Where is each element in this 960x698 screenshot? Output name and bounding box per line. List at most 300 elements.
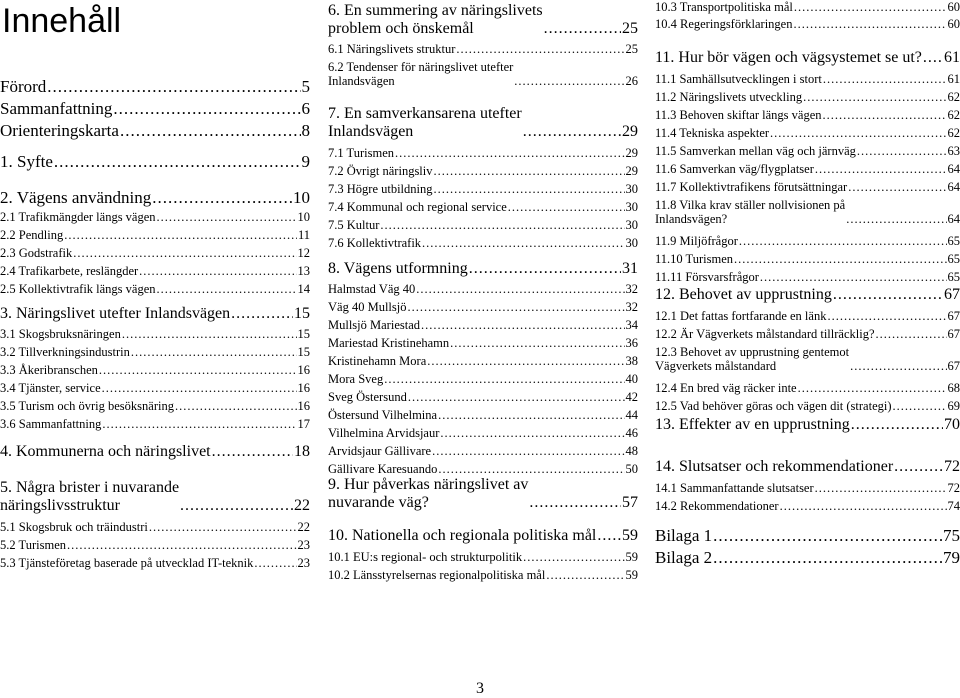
toc-entry-page: 22 [294, 497, 310, 515]
toc-entry-title: 11.3 Behoven skiftar längs vägen [655, 108, 822, 122]
toc-entry-title [655, 345, 849, 374]
toc-leader-dots [739, 234, 947, 248]
toc-entry[interactable] [655, 108, 960, 122]
toc-entry-page: 34 [626, 318, 639, 332]
toc-entry-title: 7.5 Kultur [328, 218, 379, 232]
toc-entry-page: 15 [294, 305, 310, 323]
toc-entry[interactable] [0, 443, 310, 461]
toc-leader-dots [149, 520, 297, 534]
toc-entry-page: 29 [622, 123, 638, 141]
toc-entry[interactable] [0, 188, 310, 208]
toc-leader-dots [546, 568, 624, 582]
toc-entry-title: 3.3 Åkeribranschen [0, 363, 98, 377]
toc-leader-dots [231, 305, 293, 323]
toc-entry-title: 7.6 Kollektivtrafik [328, 236, 421, 250]
toc-leader-dots [157, 210, 297, 224]
toc-entry[interactable] [655, 90, 960, 104]
toc-entry-title: Förord [0, 77, 46, 97]
toc-entry-title: 2.3 Godstrafik [0, 246, 72, 260]
toc-entry-title: 1. Syfte [0, 152, 53, 172]
toc-entry-page: 62 [948, 108, 960, 122]
toc-entry-title-line-2: Inlandsvägen? [655, 212, 845, 226]
toc-leader-dots [597, 527, 621, 545]
toc-entry[interactable] [655, 17, 960, 31]
toc-entry[interactable] [0, 77, 310, 97]
toc-entry-title: Mora Sveg [328, 372, 383, 386]
toc-entry-page: 75 [943, 526, 960, 546]
toc-entry-title: Bilaga 1 [655, 526, 712, 546]
toc-leader-dots [432, 444, 624, 458]
toc-entry[interactable] [0, 228, 310, 242]
toc-entry[interactable] [655, 548, 960, 568]
toc-entry[interactable] [655, 327, 960, 341]
toc-entry[interactable] [328, 462, 638, 476]
toc-entry-title [328, 2, 543, 39]
toc-entry-page: 25 [622, 20, 638, 38]
toc-leader-dots [212, 443, 293, 461]
toc-leader-dots [175, 399, 297, 413]
toc-entry-title: Kristinehamn Mora [328, 354, 426, 368]
toc-entry-title: 13. Effekter av en upprustning [655, 416, 850, 434]
toc-leader-dots [760, 270, 947, 284]
toc-entry[interactable] [328, 354, 638, 368]
toc-entry-page: 38 [626, 354, 639, 368]
toc-leader-dots [456, 42, 624, 56]
toc-leader-dots [380, 218, 624, 232]
toc-entry[interactable] [0, 327, 310, 341]
toc-leader-dots [434, 182, 625, 196]
toc-leader-dots [450, 336, 624, 350]
toc-entry[interactable] [328, 42, 638, 56]
toc-leader-dots [440, 426, 624, 440]
toc-leader-dots [438, 408, 624, 422]
toc-entry-page: 67 [944, 286, 960, 304]
toc-entry[interactable] [0, 282, 310, 296]
toc-entry[interactable] [655, 345, 960, 374]
toc-entry-page: 63 [948, 144, 960, 158]
toc-leader-dots [713, 526, 942, 546]
toc-entry-title: 10.4 Regeringsförklaringen [655, 17, 792, 31]
toc-entry[interactable] [328, 426, 638, 440]
toc-entry-title: 12.5 Vad behöver göras och vägen dit (strategi) [655, 399, 892, 413]
toc-leader-dots [794, 0, 947, 14]
toc-entry-title: 12. Behovet av upprustning [655, 286, 832, 304]
toc-entry-page: 18 [294, 443, 310, 461]
toc-entry[interactable] [328, 527, 638, 545]
toc-entry[interactable] [328, 105, 638, 142]
toc-entry-title-line-1: 6. En summering av näringslivets [328, 2, 543, 20]
toc-entry-page: 72 [948, 481, 960, 495]
toc-leader-dots [67, 538, 297, 552]
toc-leader-dots [803, 90, 946, 104]
toc-entry-title: 7.1 Turismen [328, 146, 394, 160]
toc-entry-page: 70 [944, 416, 960, 434]
toc-entry[interactable] [655, 198, 960, 227]
toc-entry[interactable] [328, 476, 638, 513]
toc-entry[interactable] [655, 0, 960, 14]
toc-entry[interactable] [655, 381, 960, 395]
toc-entry[interactable] [328, 408, 638, 422]
toc-entry-title-line-1: 6.2 Tendenser för näringslivet utefter [328, 60, 513, 74]
toc-entry[interactable] [0, 479, 310, 516]
toc-entry-title-line-1: 11.8 Vilka krav ställer nollvisionen på [655, 198, 845, 212]
toc-entry-page: 64 [948, 212, 960, 226]
toc-entry-page: 50 [626, 462, 639, 476]
toc-entry-title: Gällivare Karesuando [328, 462, 437, 476]
toc-entry[interactable] [655, 286, 960, 304]
toc-leader-dots [770, 126, 946, 140]
toc-entry-title: Bilaga 2 [655, 548, 712, 568]
toc-entry-title: 2.1 Trafikmängder längs vägen [0, 210, 156, 224]
toc-entry[interactable] [655, 458, 960, 476]
toc-leader-dots [893, 399, 947, 413]
toc-entry-page: 67 [948, 359, 960, 373]
toc-entry-title: 3.6 Sammanfattning [0, 417, 101, 431]
toc-entry-page: 12 [298, 246, 311, 260]
toc-entry[interactable] [328, 60, 638, 89]
toc-entry[interactable] [655, 526, 960, 546]
toc-leader-dots [815, 481, 947, 495]
toc-entry[interactable] [0, 417, 310, 431]
toc-leader-dots [73, 246, 296, 260]
toc-leader-dots [408, 390, 625, 404]
toc-entry-page: 15 [298, 345, 311, 359]
toc-entry[interactable] [0, 381, 310, 395]
toc-leader-dots [798, 381, 947, 395]
toc-leader-dots [876, 327, 947, 341]
toc-leader-dots [384, 372, 624, 386]
toc-entry[interactable] [328, 146, 638, 160]
toc-leader-dots [395, 146, 625, 160]
toc-leader-dots [438, 462, 624, 476]
toc-entry-page: 64 [948, 180, 960, 194]
toc-entry-page: 30 [626, 236, 639, 250]
toc-entry-page: 32 [626, 282, 639, 296]
toc-leader-dots [434, 164, 625, 178]
toc-leader-dots [846, 212, 946, 226]
toc-entry[interactable] [655, 399, 960, 413]
toc-entry-title: 14.2 Rekommendationer [655, 499, 779, 513]
toc-entry-title: 11.9 Miljöfrågor [655, 234, 738, 248]
toc-entry-title: 11.11 Försvarsfrågor [655, 270, 759, 284]
toc-entry-title: 12.1 Det fattas fortfarande en länk [655, 309, 826, 323]
toc-leader-dots [523, 550, 624, 564]
toc-leader-dots [894, 458, 943, 476]
toc-entry-title-line-2: näringslivsstruktur [0, 497, 179, 515]
toc-entry-title-line-1: 12.3 Behovet av upprustning gentemot [655, 345, 849, 359]
toc-leader-dots [102, 381, 297, 395]
toc-leader-dots [848, 180, 946, 194]
toc-entry-title: 3. Näringslivet utefter Inlandsvägen [0, 305, 230, 323]
toc-leader-dots [544, 20, 621, 38]
toc-entry-page: 23 [298, 556, 311, 570]
toc-entry[interactable] [328, 236, 638, 250]
toc-entry-title-line-2: nuvarande väg? [328, 494, 528, 512]
toc-entry[interactable] [0, 538, 310, 552]
toc-leader-dots [422, 236, 624, 250]
toc-leader-dots [713, 548, 942, 568]
toc-entry[interactable] [655, 180, 960, 194]
toc-entry-page: 16 [298, 399, 311, 413]
toc-entry-title: 5.2 Turismen [0, 538, 66, 552]
toc-entry-page: 62 [948, 126, 960, 140]
toc-leader-dots [180, 497, 293, 515]
toc-entry-title: 10.1 EU:s regional- och strukturpolitik [328, 550, 522, 564]
toc-entry-title: 2.4 Trafikarbete, reslängder [0, 264, 138, 278]
toc-entry-title-line-2: Inlandsvägen [328, 123, 522, 141]
toc-entry-title: 3.4 Tjänster, service [0, 381, 101, 395]
toc-entry-title-line-1: 5. Några brister i nuvarande [0, 479, 179, 497]
toc-entry-page: 36 [626, 336, 639, 350]
toc-entry[interactable] [328, 218, 638, 232]
toc-entry-page: 46 [626, 426, 639, 440]
toc-entry-title-line-2: Vägverkets målstandard [655, 359, 849, 373]
toc-leader-dots [780, 499, 947, 513]
toc-entry[interactable] [655, 162, 960, 176]
toc-entry-title: Arvidsjaur Gällivare [328, 444, 431, 458]
toc-entry-title [328, 476, 528, 513]
toc-entry-title: 11. Hur bör vägen och vägsystemet se ut? [655, 49, 922, 67]
toc-entry[interactable] [655, 49, 960, 67]
toc-entry-title: 7.2 Övrigt näringsliv [328, 164, 433, 178]
toc-entry-page: 44 [626, 408, 639, 422]
toc-title: Innehåll [2, 2, 310, 40]
toc-entry-title-line-1: 9. Hur påverkas näringslivet av [328, 476, 528, 494]
toc-entry-page: 14 [298, 282, 311, 296]
toc-entry-page: 30 [626, 200, 639, 214]
toc-entry[interactable] [328, 318, 638, 332]
toc-entry-page: 59 [626, 568, 639, 582]
toc-entry-page: 61 [944, 49, 960, 67]
toc-leader-dots [508, 200, 625, 214]
toc-entry[interactable] [0, 556, 310, 570]
page-number: 3 [476, 680, 484, 698]
toc-entry[interactable] [328, 568, 638, 582]
toc-entry-page: 69 [948, 399, 960, 413]
toc-leader-dots [416, 282, 624, 296]
toc-entry-title-line-2: problem och önskemål [328, 20, 543, 38]
toc-leader-dots [793, 17, 946, 31]
toc-entry-page: 31 [622, 260, 638, 278]
toc-leader-dots [523, 123, 621, 141]
toc-entry-title: 3.1 Skogsbruksnäringen [0, 327, 121, 341]
toc-entry-page: 40 [626, 372, 639, 386]
toc-entry-title [655, 198, 845, 227]
toc-entry[interactable] [655, 270, 960, 284]
toc-entry-title: Östersund Vilhelmina [328, 408, 437, 422]
toc-leader-dots [529, 494, 621, 512]
toc-entry-page: 68 [948, 381, 960, 395]
toc-entry[interactable] [655, 126, 960, 140]
toc-leader-dots [815, 162, 947, 176]
toc-leader-dots [122, 327, 297, 341]
toc-entry[interactable] [328, 164, 638, 178]
toc-entry[interactable] [328, 282, 638, 296]
toc-entry-page: 32 [626, 300, 639, 314]
toc-entry-title: 11.10 Turismen [655, 252, 733, 266]
toc-leader-dots [823, 108, 947, 122]
toc-entry-page: 5 [302, 77, 311, 97]
toc-entry[interactable] [0, 99, 310, 119]
toc-entry[interactable] [655, 144, 960, 158]
toc-entry[interactable] [328, 2, 638, 39]
toc-entry-page: 11 [298, 228, 310, 242]
toc-entry-page: 60 [948, 0, 960, 14]
toc-entry-title: Mullsjö Mariestad [328, 318, 420, 332]
toc-leader-dots [734, 252, 946, 266]
toc-entry-title: 14. Slutsatser och rekommendationer [655, 458, 893, 476]
toc-entry[interactable] [328, 372, 638, 386]
toc-entry[interactable] [328, 300, 638, 314]
toc-entry-title [328, 60, 513, 89]
toc-entry-page: 10 [298, 210, 311, 224]
toc-entry-page: 10 [293, 188, 310, 208]
toc-entry-page: 62 [948, 90, 960, 104]
toc-entry[interactable] [328, 200, 638, 214]
toc-leader-dots [99, 363, 297, 377]
toc-entry-title: 7.3 Högre utbildning [328, 182, 433, 196]
toc-entry-page: 30 [626, 218, 639, 232]
toc-entry-page: 42 [626, 390, 639, 404]
toc-entry-title: 2.5 Kollektivtrafik längs vägen [0, 282, 156, 296]
toc-entry-title: Sammanfattning [0, 99, 112, 119]
toc-leader-dots [427, 354, 624, 368]
toc-entry[interactable] [655, 234, 960, 248]
toc-entry[interactable] [0, 305, 310, 323]
toc-entry-title: 8. Vägens utformning [328, 260, 468, 278]
toc-entry[interactable] [328, 550, 638, 564]
toc-entry-title-line-2: Inlandsvägen [328, 74, 513, 88]
toc-entry[interactable] [0, 363, 310, 377]
toc-entry-page: 64 [948, 162, 960, 176]
toc-entry[interactable] [328, 336, 638, 350]
toc-entry-page: 65 [948, 234, 960, 248]
toc-entry-title: Mariestad Kristinehamn [328, 336, 449, 350]
toc-entry[interactable] [328, 260, 638, 278]
toc-entry[interactable] [0, 345, 310, 359]
toc-entry[interactable] [328, 182, 638, 196]
toc-leader-dots [54, 152, 301, 172]
toc-entry-title: 2. Vägens användning [0, 188, 151, 208]
toc-leader-dots [923, 49, 943, 67]
toc-leader-dots [120, 121, 301, 141]
toc-leader-dots [514, 74, 624, 88]
toc-entry-title: 5.1 Skogsbruk och träindustri [0, 520, 148, 534]
toc-entry-title: 11.4 Tekniska aspekter [655, 126, 769, 140]
toc-entry[interactable] [655, 309, 960, 323]
toc-entry-title: 11.2 Näringslivets utveckling [655, 90, 802, 104]
toc-leader-dots [131, 345, 297, 359]
toc-entry-title: 10. Nationella och regionala politiska mål [328, 527, 596, 545]
toc-entry[interactable] [655, 481, 960, 495]
toc-entry-page: 72 [944, 458, 960, 476]
toc-entry[interactable] [655, 416, 960, 434]
toc-leader-dots [850, 359, 946, 373]
toc-entry-title: 12.4 En bred väg räcker inte [655, 381, 797, 395]
toc-entry-page: 13 [298, 264, 311, 278]
toc-entry[interactable] [0, 210, 310, 224]
toc-entry-title [0, 479, 179, 516]
toc-entry-title: 7.4 Kommunal och regional service [328, 200, 507, 214]
toc-leader-dots [254, 556, 296, 570]
toc-entry[interactable] [0, 399, 310, 413]
toc-entry[interactable] [655, 499, 960, 513]
toc-entry-title: Väg 40 Mullsjö [328, 300, 406, 314]
toc-entry-title: 10.2 Länsstyrelsernas regionalpolitiska mål [328, 568, 545, 582]
toc-entry-title: 11.7 Kollektivtrafikens förutsättningar [655, 180, 847, 194]
toc-entry-page: 48 [626, 444, 639, 458]
toc-entry-page: 79 [943, 548, 960, 568]
toc-entry[interactable] [655, 252, 960, 266]
toc-leader-dots [469, 260, 621, 278]
toc-entry-title: Orienteringskarta [0, 121, 119, 141]
toc-entry[interactable] [0, 246, 310, 260]
toc-leader-dots [113, 99, 300, 119]
toc-entry[interactable] [0, 152, 310, 172]
toc-entry-page: 26 [626, 74, 639, 88]
toc-entry-page: 17 [298, 417, 311, 431]
toc-entry[interactable] [328, 390, 638, 404]
toc-entry-page: 57 [622, 494, 638, 512]
toc-leader-dots [857, 144, 947, 158]
toc-entry-page: 23 [298, 538, 311, 552]
toc-entry-title: 6.1 Näringslivets struktur [328, 42, 455, 56]
toc-entry-title: Halmstad Väg 40 [328, 282, 415, 296]
toc-entry-page: 30 [626, 182, 639, 196]
toc-entry-title: 11.5 Samverkan mellan väg och järnväg [655, 144, 856, 158]
toc-entry[interactable] [0, 264, 310, 278]
toc-entry-title-line-1: 7. En samverkansarena utefter [328, 105, 522, 123]
toc-entry-page: 16 [298, 381, 311, 395]
toc-entry-title: 10.3 Transportpolitiska mål [655, 0, 793, 14]
toc-entry-title: 4. Kommunerna och näringslivet [0, 443, 211, 461]
toc-entry-page: 8 [302, 121, 311, 141]
toc-entry-title: 5.3 Tjänsteföretag baserade på utvecklad IT-teknik [0, 556, 253, 570]
toc-leader-dots [833, 286, 943, 304]
toc-entry-title: 12.2 Är Vägverkets målstandard tillräcklig? [655, 327, 875, 341]
toc-entry[interactable] [328, 444, 638, 458]
toc-entry-title: Sveg Östersund [328, 390, 407, 404]
toc-entry-page: 15 [298, 327, 311, 341]
toc-entry[interactable] [655, 72, 960, 86]
toc-leader-dots [421, 318, 624, 332]
toc-entry-page: 6 [302, 99, 311, 119]
toc-entry-page: 59 [626, 550, 639, 564]
toc-entry-title: 11.1 Samhällsutvecklingen i stort [655, 72, 822, 86]
toc-entry-page: 74 [948, 499, 960, 513]
toc-entry-page: 67 [948, 327, 960, 341]
toc-leader-dots [64, 228, 297, 242]
toc-entry-page: 65 [948, 270, 960, 284]
toc-leader-dots [139, 264, 296, 278]
toc-entry-title: 14.1 Sammanfattande slutsatser [655, 481, 814, 495]
toc-entry-page: 65 [948, 252, 960, 266]
toc-entry-title: 3.5 Turism och övrig besöksnäring [0, 399, 174, 413]
toc-leader-dots [823, 72, 947, 86]
toc-entry[interactable] [0, 520, 310, 534]
toc-entry-page: 61 [948, 72, 960, 86]
toc-entry-page: 25 [626, 42, 639, 56]
toc-leader-dots [157, 282, 297, 296]
toc-leader-dots [827, 309, 946, 323]
toc-leader-dots [407, 300, 624, 314]
toc-leader-dots [102, 417, 296, 431]
toc-entry-page: 67 [948, 309, 960, 323]
toc-entry-page: 9 [302, 152, 311, 172]
toc-entry-title: 11.6 Samverkan väg/flygplatser [655, 162, 814, 176]
toc-entry-page: 16 [298, 363, 311, 377]
toc-entry[interactable] [0, 121, 310, 141]
